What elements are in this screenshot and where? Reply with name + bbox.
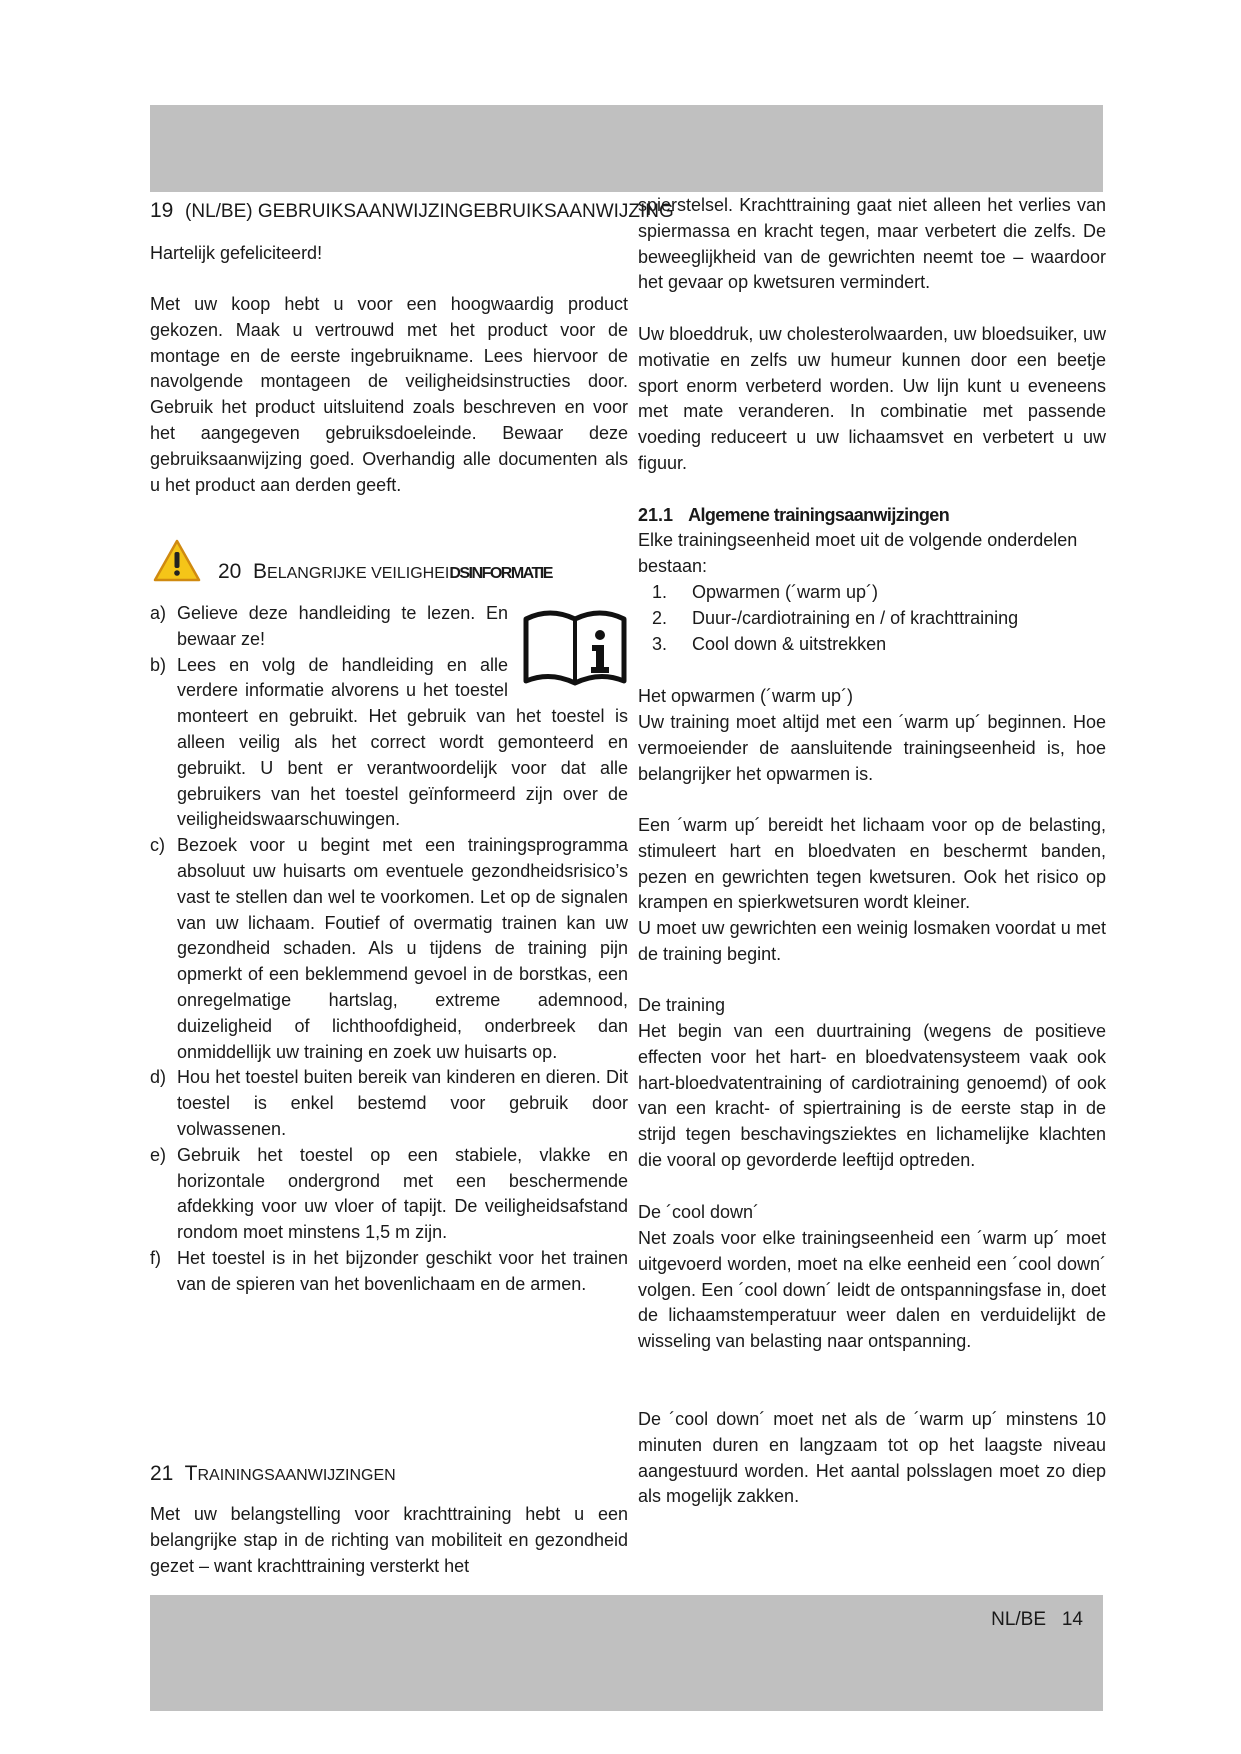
- item-label: a): [150, 603, 167, 623]
- item-text: Lees en volg de handleiding en alle verdere informatie alvorens u het toestel monteert en gebruikt. Het gebruik van het toestel is alleen veilig als het correct wordt gemonteerd en gebruikt. U bent er verantwoordelijk voor dat alle gebruikers van het toestel geïnformeerd zijn over de veiligheidswaarschuwingen.: [177, 654, 628, 830]
- item-label: e): [150, 1144, 167, 1165]
- item-label: b): [150, 654, 167, 675]
- step-text: Opwarmen (´warm up´): [692, 582, 879, 602]
- paragraph: Uw training moet altijd met een ´warm up´ beginnen. Hoe vermoeiender de aansluitende trainingseenheid is, hoe belangrijker het opwarmen is.: [638, 712, 1106, 784]
- step-number: 1.: [652, 582, 668, 602]
- list-item: [150, 653, 628, 834]
- heading-number: 21.1: [638, 505, 674, 525]
- heading-title: ELANGRIJKE VEILIGHEI: [267, 565, 450, 582]
- list-item: [150, 601, 628, 653]
- paragraph: Net zoals voor elke trainingseenheid een ´warm up´ moet uitgevoerd worden, moet na elke eenheid een ´cool down´ volgen. Een ´cool down´ leidt de ontspanningsfase in, doet de lichaamstemperatuur weer dalen en verduidelijkt de wisseling van belasting naar ontspanning.: [638, 1228, 1106, 1352]
- steps-list: [638, 580, 1106, 657]
- item-label: f): [150, 1247, 161, 1268]
- heading-initial: B: [253, 560, 268, 583]
- congrats-text: Hartelijk gefeliciteerd!: [150, 243, 323, 263]
- item-label: c): [150, 835, 165, 856]
- list-item: [150, 833, 628, 1065]
- page-footer: [991, 1607, 1083, 1633]
- paragraph: Uw bloeddruk, uw cholesterolwaarden, uw bloedsuiker, uw motivatie en zelfs uw humeur kunnen door een beetje sport enorm verbeterd worden. Uw lijn kunt u eveneens met mate veranderen. In combinatie met passende voeding reduceert u uw lichaamsvet en verbetert u uw figuur.: [638, 324, 1106, 473]
- subheading: De training: [638, 995, 726, 1015]
- list-item: [150, 1143, 628, 1246]
- page-number: 14: [1061, 1609, 1083, 1630]
- paragraph: spierstelsel. Krachttraining gaat niet alleen het verlies van spiermassa en kracht tegen, maar verbetert die zelfs. De beweeglijkheid van de gewrichten neemt toe – waardoor het gevaar op kwetsuren vermindert.: [638, 195, 1106, 293]
- item-label: d): [150, 1067, 167, 1088]
- heading-19: [150, 198, 674, 225]
- training-intro-paragraph: Met uw belangstelling voor krachttraining hebt u een belangrijke stap in de richting van mobiliteit en gezondheid gezet – want krachttraining versterkt het: [150, 1504, 628, 1576]
- paragraph: Elke trainingseenheid moet uit de volgende onderdelen bestaan:: [638, 530, 1078, 576]
- intro-paragraph: Met uw koop hebt u voor een hoogwaardig product gekozen. Maak u vertrouwd met het product voor de montage en de eerste ingebruikname. Lees hiervoor de navolgende montageen de veiligheidsinstructies door. Gebruik het product uitsluitend zoals beschreven en voor het aangegeven gebruiksdoeleinde. Bewaar deze gebruiksaanwijzing goed. Overhandig alle documenten als u het product aan derden geeft.: [150, 294, 628, 495]
- footer-band: [150, 1595, 1103, 1711]
- list-item: [150, 1246, 628, 1298]
- step-item: [638, 606, 1106, 632]
- heading-number: 19: [150, 199, 174, 222]
- item-text: Hou het toestel buiten bereik van kinderen en dieren. Dit toestel is enkel bestemd voor gebruik door volwassenen.: [177, 1067, 628, 1139]
- list-item: [150, 1065, 628, 1142]
- step-item: [638, 632, 1106, 658]
- step-number: 3.: [652, 633, 668, 654]
- heading-number: 20: [218, 560, 242, 583]
- heading-title: Algemene trainingsaanwijzingen: [688, 505, 950, 525]
- heading-title: RAININGSAANWIJZINGEN: [197, 1467, 396, 1484]
- step-number: 2.: [652, 607, 668, 628]
- paragraph: De ´cool down´ moet net als de ´warm up´ minstens 10 minuten duren en langzaam tot op het laagste niveau aangestuurd worden. Het aantal polsslagen moet zo diep als mogelijk zakken.: [638, 1409, 1106, 1507]
- item-text: Bezoek voor u begint met een trainingsprogramma absoluut uw huisarts om eventuele gezondheidsrisico’s vast te stellen dan wel te voorkomen. Let op de signalen van uw lichaam. Foutief of overmatig trainen kan uw gezondheid schaden. Als u tijdens de training pijn opmerkt of een beklemmend gevoel in de borstkas, een onregelmatige hartslag, extreme ademnood, duizeligheid of lichthoofdigheid, onderbreek dan onmiddellijk uw training en zoek uw huisarts op.: [177, 835, 628, 1062]
- heading-title: (NL/BE) GEBRUIKSAANWIJZINGEBRUIKSAANWIJZING: [185, 201, 674, 222]
- step-text: Cool down & uitstrekken: [692, 633, 887, 654]
- item-text: Gebruik het toestel op een stabiele, vlakke en horizontale ondergrond met een beschermende afdekking voor uw vloer of tapijt. De veiligheidsafstand rondom moet minstens 1,5 m zijn.: [177, 1144, 628, 1243]
- item-text: Het toestel is in het bijzonder geschikt voor het trainen van de spieren van het bovenlichaam en de armen.: [177, 1247, 628, 1294]
- footer-language: NL/BE: [991, 1609, 1047, 1630]
- safety-list: [150, 601, 628, 1298]
- paragraph: U moet uw gewrichten een weinig losmaken voordat u met de training begint.: [638, 918, 1106, 964]
- step-item: [638, 580, 1106, 606]
- paragraph: Het begin van een duurtraining (wegens de positieve effecten voor het hart- en bloedvatensysteem vaak ook hart-bloedvatentraining of cardiotraining genoemd) of ook van een kracht- of spiertraining is de eerste stap in de strijd tegen beschavingsziektes en lichamelijke klachten die vooral op gevorderde leeftijd optreden.: [638, 1021, 1106, 1170]
- heading-number: 21: [150, 1462, 174, 1485]
- heading-21: [150, 1461, 628, 1489]
- heading-21-1: [638, 503, 1106, 529]
- header-band: [150, 105, 1103, 192]
- item-text: Gelieve deze handleiding te lezen. En bewaar ze!: [177, 603, 508, 649]
- heading-title-bold: DSINFORMATIE: [449, 565, 552, 582]
- subheading: Het opwarmen (´warm up´): [638, 686, 854, 706]
- warning-icon: [153, 538, 201, 592]
- heading-20: [218, 559, 552, 587]
- subheading: De ´cool down´: [638, 1202, 760, 1222]
- heading-initial: T: [184, 1462, 198, 1485]
- paragraph: Een ´warm up´ bereidt het lichaam voor op de belasting, stimuleert hart en bloedvaten en beschermt banden, pezen en gewrichten tegen kwetsuren. Ook het risico op krampen en spierkwetsuren wordt kleiner.: [638, 815, 1106, 913]
- step-text: Duur-/cardiotraining en / of krachttraining: [692, 607, 1019, 628]
